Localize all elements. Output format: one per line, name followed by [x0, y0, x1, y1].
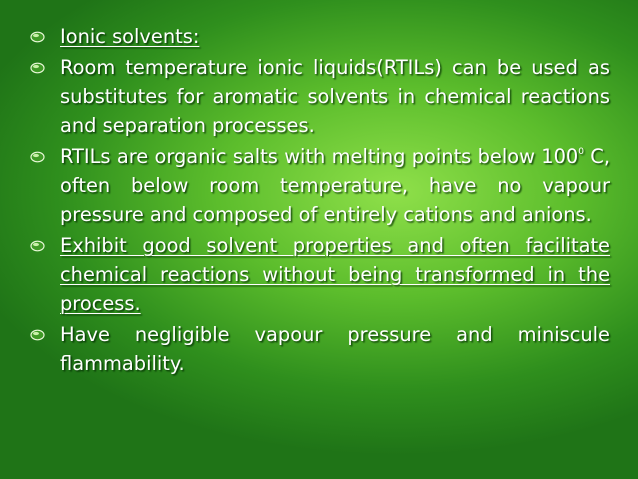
degree-superscript: 0: [578, 147, 584, 157]
bullet-item-rtils-substitutes: [30, 53, 610, 140]
bullet-text: [60, 145, 610, 226]
bullet-text-part: C, often below room temperature, have no vapour pressure and composed of entirely cations and anions.: [60, 145, 610, 226]
green-disc-bullet-icon: [30, 31, 45, 43]
green-disc-bullet-icon: [30, 151, 45, 163]
bullet-item-rtils-organic-salts: [30, 142, 610, 229]
bullet-text: Have negligible vapour pressure and miniscule flammability.: [60, 323, 610, 375]
bullet-item-flammability: [30, 320, 610, 378]
bullet-list: [30, 22, 610, 380]
green-disc-bullet-icon: [30, 329, 45, 341]
bullet-text: Ionic solvents:: [60, 25, 200, 48]
bullet-text-part: RTILs are organic salts with melting points below 100: [60, 145, 579, 168]
bullet-text: Exhibit good solvent properties and often facilitate chemical reactions without being transformed in the process.: [60, 234, 610, 315]
bullet-text: Room temperature ionic liquids(RTILs) can be used as substitutes for aromatic solvents in chemical reactions and separation processes.: [60, 56, 610, 137]
green-disc-bullet-icon: [30, 240, 45, 252]
bullet-item-solvent-properties: [30, 231, 610, 318]
green-disc-bullet-icon: [30, 62, 45, 74]
bullet-item-ionic-solvents: [30, 22, 610, 51]
